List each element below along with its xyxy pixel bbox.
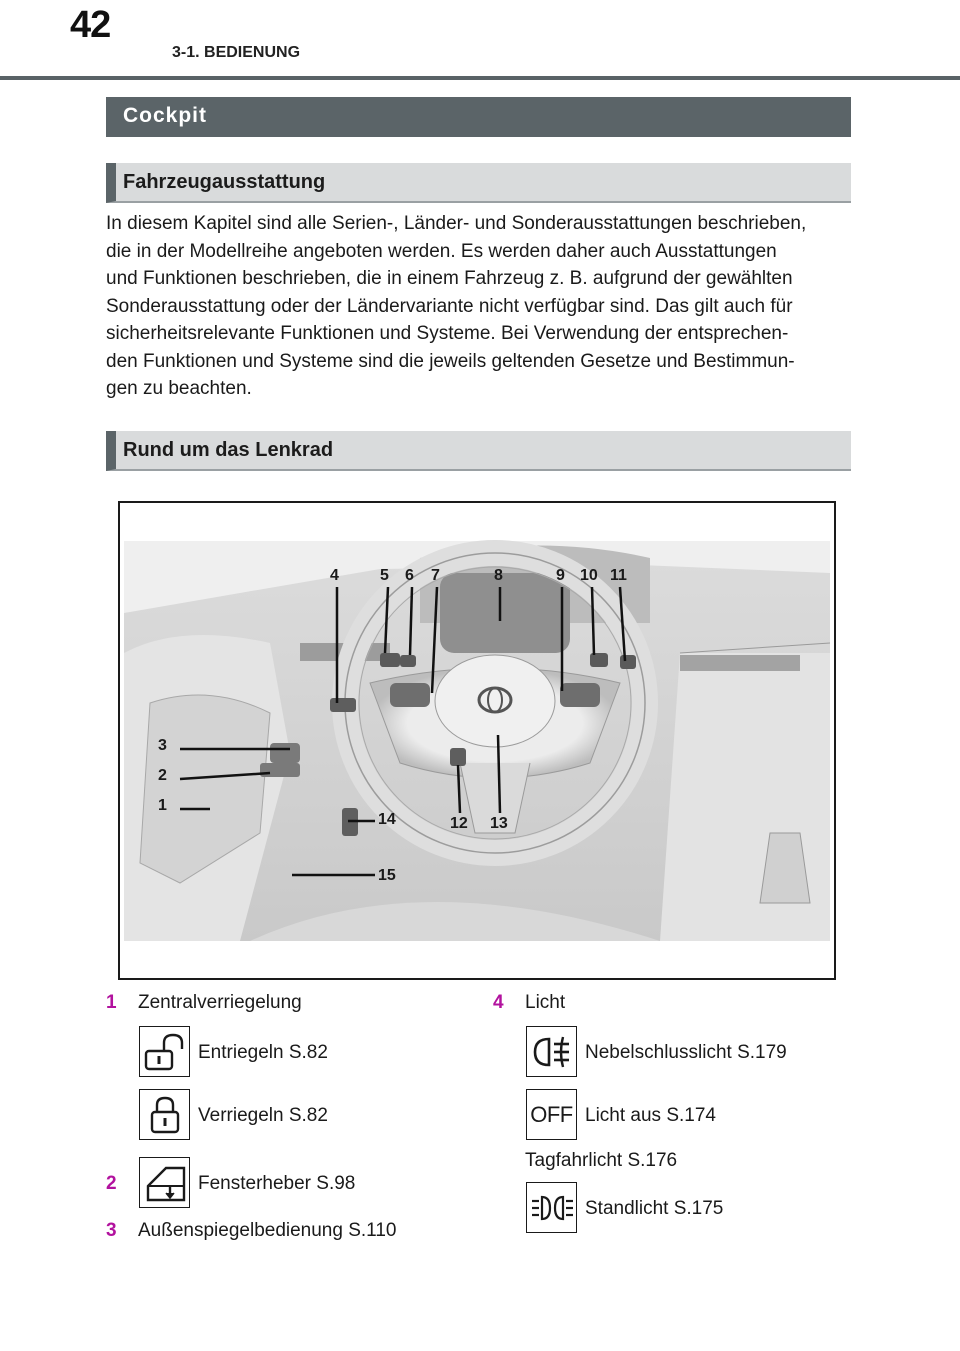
intro-line: und Funktionen beschrieben, die in einem Fahrzeug z. B. aufgrund der gewählten (106, 268, 793, 289)
legend-lights-off-text: Licht aus S.174 (585, 1105, 716, 1126)
callout-label: 14 (378, 811, 396, 828)
callout-label: 12 (450, 815, 468, 832)
window-lift-icon-box (139, 1157, 190, 1208)
callout-label: 5 (380, 567, 389, 584)
callout-label: 4 (330, 567, 339, 584)
callout-label: 8 (494, 567, 503, 584)
lock-icon-box (139, 1089, 190, 1140)
legend-unlock-text: Entriegeln S.82 (198, 1042, 328, 1063)
legend-num-4: 4 (493, 992, 504, 1013)
subsection-equipment-title: Fahrzeugausstattung (123, 171, 326, 193)
cockpit-illustration (120, 503, 834, 978)
subsection-steering-title: Rund um das Lenkrad (123, 439, 334, 461)
callout-label: 11 (610, 567, 627, 584)
callout-label: 15 (378, 867, 396, 884)
legend-num-1: 1 (106, 992, 117, 1013)
lock-icon (140, 1090, 191, 1141)
parking-light-icon-box (526, 1182, 577, 1233)
legend-daytime-light-text: Tagfahrlicht S.176 (525, 1150, 678, 1171)
intro-line: die in der Modellreihe angeboten werden. Es werden daher auch Ausstattungen (106, 240, 777, 262)
rear-fog-light-icon (527, 1027, 578, 1078)
callout-label: 6 (405, 567, 414, 584)
intro-line: den Funktionen und Systeme sind die jeweils geltenden Gesetze und Bestimmun- (106, 350, 795, 372)
header-rule (0, 76, 960, 80)
section-title: Cockpit (123, 104, 208, 127)
subsection-steering-bar (106, 431, 851, 471)
unlock-icon-box (139, 1026, 190, 1077)
lights-off-icon-box (526, 1089, 577, 1140)
legend-mirror-text: Außenspiegelbedienung S.110 (138, 1220, 397, 1241)
callout-label: 3 (158, 737, 167, 754)
unlock-icon (140, 1027, 191, 1078)
legend-rear-fog-text: Nebelschlusslicht S.179 (585, 1042, 787, 1063)
legend-label-light: Licht (525, 992, 566, 1013)
chapter-label: 3-1. BEDIENUNG (172, 44, 301, 61)
section-title-bar (106, 97, 851, 137)
window-lift-icon (140, 1158, 191, 1209)
legend-label-central-locking: Zentralverriegelung (138, 992, 302, 1013)
callout-label: 10 (580, 567, 598, 584)
page-number: 42 (70, 4, 111, 46)
lights-off-icon: OFF (530, 1102, 573, 1127)
legend-parking-light-text: Standlicht S.175 (585, 1198, 724, 1219)
cockpit-figure (118, 501, 836, 980)
intro-line: gen zu beachten. (106, 378, 252, 399)
intro-paragraph (106, 210, 851, 403)
intro-line: sicherheitsrelevante Funktionen und Systeme. Bei Verwendung der entsprechen- (106, 323, 789, 344)
callout-label: 9 (556, 567, 565, 584)
callout-label: 1 (158, 797, 167, 814)
legend-num-2: 2 (106, 1173, 117, 1194)
intro-line: In diesem Kapitel sind alle Serien-, Länder- und Sonderausstattungen beschrieben, (106, 213, 807, 234)
legend-lock-text: Verriegeln S.82 (198, 1105, 328, 1126)
subsection-equipment-bar (106, 163, 851, 203)
rear-fog-light-icon-box (526, 1026, 577, 1077)
callout-label: 2 (158, 767, 167, 784)
callout-label: 7 (431, 567, 440, 584)
parking-light-icon (527, 1183, 578, 1234)
legend-window-lift-text: Fensterheber S.98 (198, 1173, 356, 1194)
callout-label: 13 (490, 815, 508, 832)
legend-num-3: 3 (106, 1220, 117, 1241)
intro-line: Sonderausstattung oder der Ländervariante nicht verfügbar sind. Das gilt auch für (106, 295, 793, 317)
